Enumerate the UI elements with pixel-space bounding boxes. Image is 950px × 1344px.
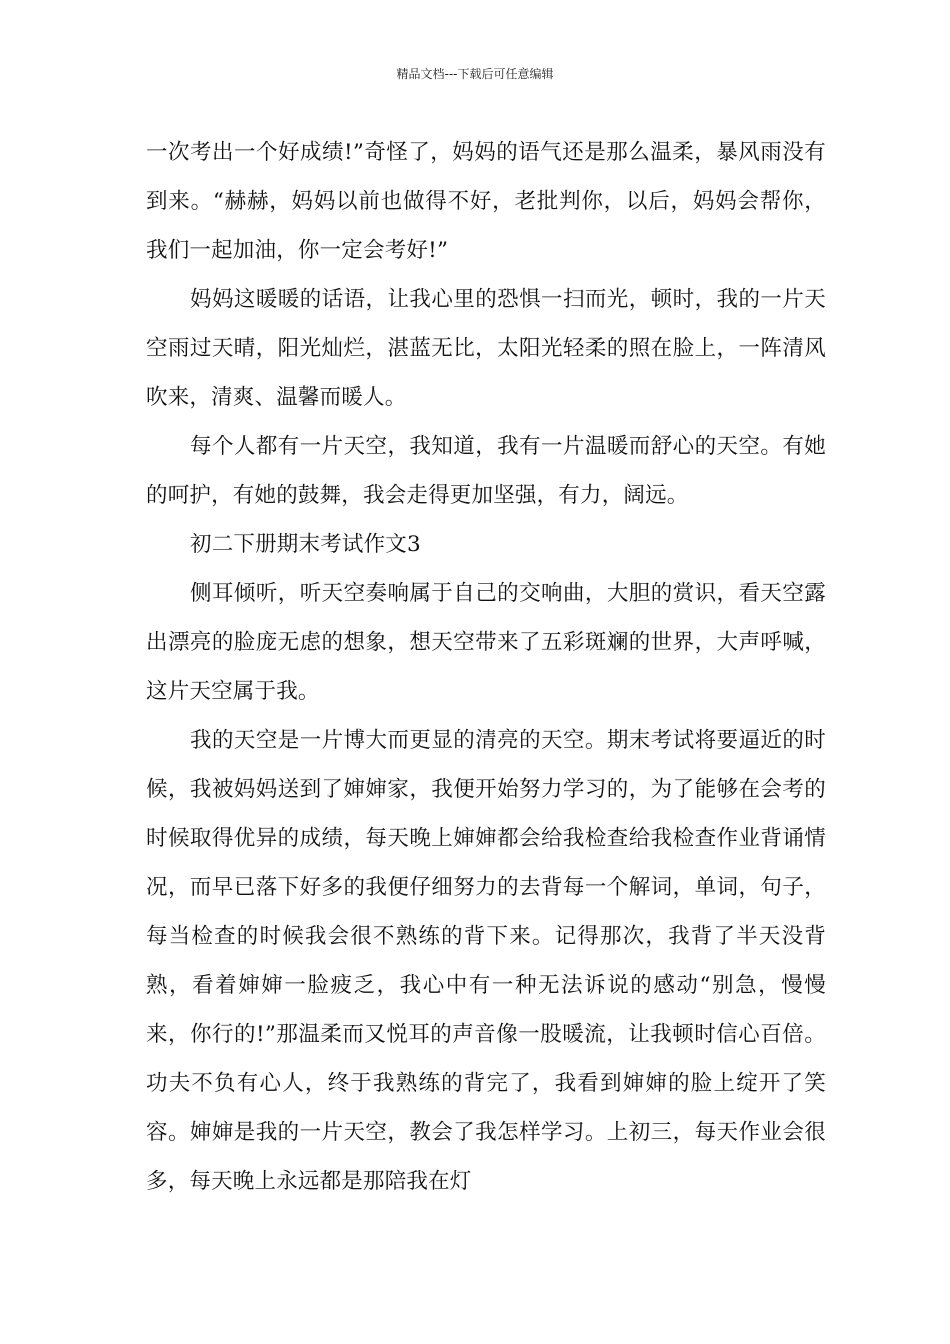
document-body	[146, 128, 826, 1206]
paragraph-continued: 一次考出一个好成绩!”奇怪了，妈妈的语气还是那么温柔，暴风雨没有到来。“赫赫，妈妈以前也做得不好，老批判你，以后，妈妈会帮你，我们一起加油，你一定会考好!”	[146, 140, 826, 263]
section-heading: 初二下册期末考试作文3	[190, 532, 421, 557]
paragraph: 侧耳倾听，听天空奏响属于自己的交响曲，大胆的赏识，看天空露出漂亮的脸庞无虑的想象，想天空带来了五彩斑斓的世界，大声呼喊，这片天空属于我。	[146, 581, 826, 704]
page-header: 精品文档---下载后可任意编辑	[396, 67, 554, 81]
paragraph: 我的天空是一片博大而更显的清亮的天空。期末考试将要逼近的时候，我被妈妈送到了婶婶家，我便开始努力学习的，为了能够在会考的时候取得优异的成绩，每天晚上婶婶都会给我检查给我检查作业背诵情况，而早已落下好多的我便仔细努力的去背每一个解词，单词，句子，每当检查的时候我会很不熟练的背下来。记得那次，我背了半天没背熟，看着婶婶一脸疲乏，我心中有一种无法诉说的感动“别急，慢慢来，你行的!”那温柔而又悦耳的声音像一股暖流，让我顿时信心百倍。功夫不负有心人，终于我熟练的背完了，我看到婶婶的脸上绽开了笑容。婶婶是我的一片天空，教会了我怎样学习。上初三，每天作业会很多，每天晚上永远都是那陪我在灯	[146, 728, 826, 1194]
paragraph: 妈妈这暖暖的话语，让我心里的恐惧一扫而光，顿时，我的一片天空雨过天晴，阳光灿烂，湛蓝无比，太阳光轻柔的照在脸上，一阵清风吹来，清爽、温馨而暖人。	[146, 287, 826, 410]
paragraph: 每个人都有一片天空，我知道，我有一片温暖而舒心的天空。有她的呵护，有她的鼓舞，我会走得更加坚强，有力，阔远。	[146, 434, 826, 508]
